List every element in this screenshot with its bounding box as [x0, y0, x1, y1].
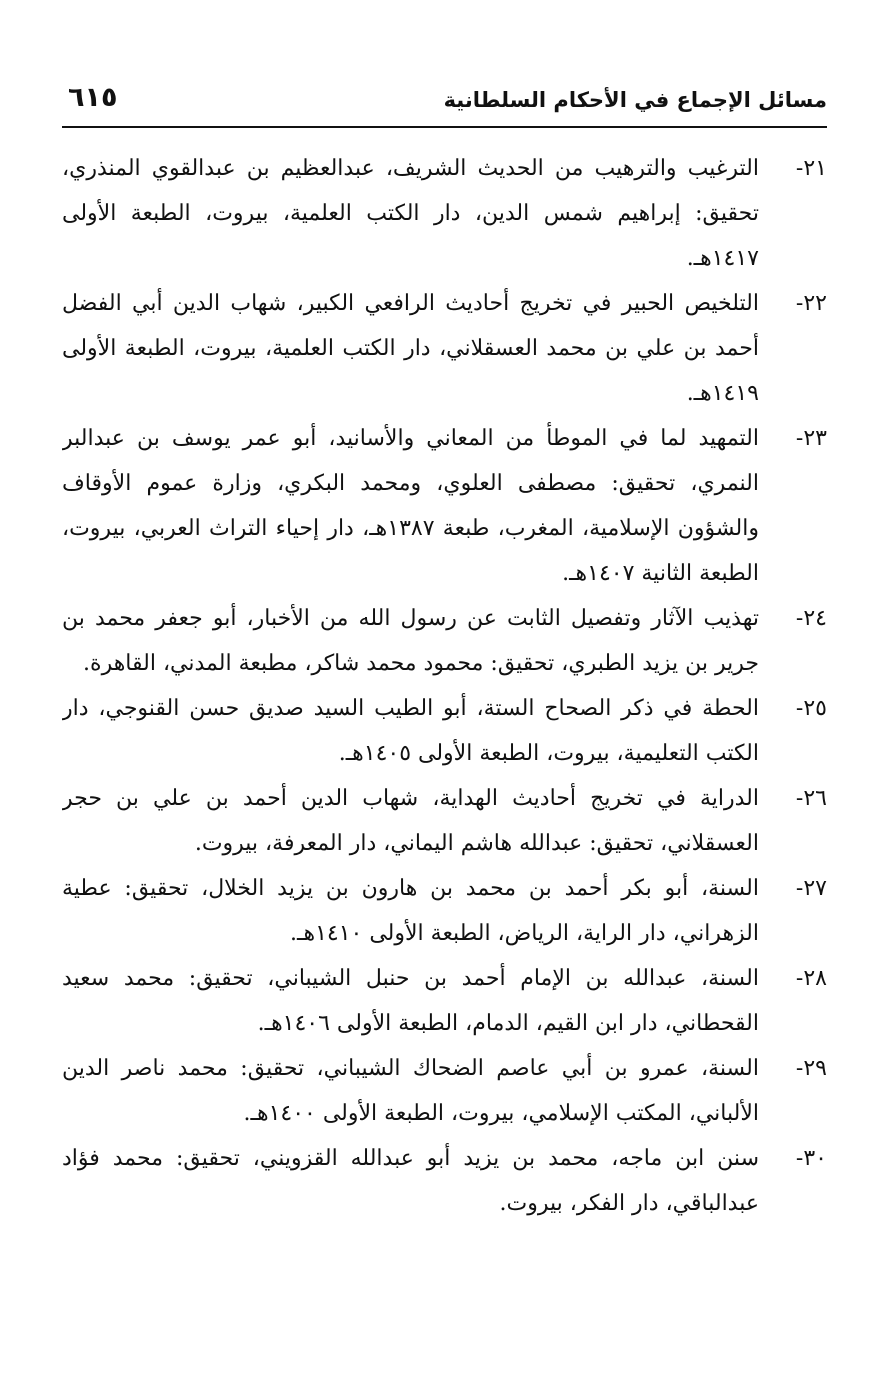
- bibliography-entry-30: [62, 1136, 827, 1226]
- bibliography-entry-21: [62, 146, 827, 281]
- bibliography-entry-24: [62, 596, 827, 686]
- entry-number: ٢٤-: [795, 606, 827, 631]
- page-header: [62, 78, 827, 128]
- bibliography-entry-23: [62, 416, 827, 596]
- page-number: ٦١٥: [68, 82, 118, 113]
- entry-text: سنن ابن ماجه، محمد بن يزيد أبو عبدالله القزويني، تحقيق: محمد فؤاد عبدالباقي، دار الفكر، بيروت.: [62, 1146, 759, 1216]
- entry-text: السنة، عبدالله بن الإمام أحمد بن حنبل الشيباني، تحقيق: محمد سعيد القحطاني، دار ابن القيم، الدمام، الطبعة الأولى ١٤٠٦هـ.: [62, 966, 759, 1036]
- running-title: مسائل الإجماع في الأحكام السلطانية: [443, 88, 827, 112]
- bibliography-entry-22: [62, 281, 827, 416]
- entry-number: ٢٧-: [795, 876, 827, 901]
- entry-number: ٢٣-: [795, 426, 827, 451]
- bibliography-entry-28: [62, 956, 827, 1046]
- bibliography-entry-27: [62, 866, 827, 956]
- entry-text: التمهيد لما في الموطأ من المعاني والأسانيد، أبو عمر يوسف بن عبدالبر النمري، تحقيق: مصطفى العلوي، ومحمد البكري، وزارة عموم الأوقاف والشؤون الإسلامية، المغرب، طبعة ١٣٨٧هـ، دار إحياء التراث العربي، بيروت، الطبعة الثانية ١٤٠٧هـ.: [62, 426, 759, 586]
- entry-number: ٢٥-: [795, 696, 827, 721]
- bibliography-list: [62, 146, 827, 1317]
- entry-number: ٢٨-: [795, 966, 827, 991]
- entry-number: ٣٠-: [795, 1146, 827, 1171]
- bibliography-entry-26: [62, 776, 827, 866]
- bibliography-entry-29: [62, 1046, 827, 1136]
- entry-text: السنة، أبو بكر أحمد بن محمد بن هارون بن يزيد الخلال، تحقيق: عطية الزهراني، دار الراية، الرياض، الطبعة الأولى ١٤١٠هـ.: [62, 876, 759, 946]
- entry-text: الدراية في تخريج أحاديث الهداية، شهاب الدين أحمد بن علي بن حجر العسقلاني، تحقيق: عبدالله هاشم اليماني، دار المعرفة، بيروت.: [62, 786, 759, 856]
- entry-text: الترغيب والترهيب من الحديث الشريف، عبدالعظيم بن عبدالقوي المنذري، تحقيق: إبراهيم شمس الدين، دار الكتب العلمية، بيروت، الطبعة الأولى ١٤١٧هـ.: [62, 156, 759, 271]
- entry-number: ٢٦-: [795, 786, 827, 811]
- entry-number: ٢١-: [795, 156, 827, 181]
- entry-number: ٢٢-: [795, 291, 827, 316]
- entry-text: تهذيب الآثار وتفصيل الثابت عن رسول الله من الأخبار، أبو جعفر محمد بن جرير بن يزيد الطبري، تحقيق: محمود محمد شاكر، مطبعة المدني، القاهرة.: [62, 606, 759, 676]
- entry-text: الحطة في ذكر الصحاح الستة، أبو الطيب السيد صديق حسن القنوجي، دار الكتب التعليمية، بيروت، الطبعة الأولى ١٤٠٥هـ.: [62, 696, 759, 766]
- entry-text: التلخيص الحبير في تخريج أحاديث الرافعي الكبير، شهاب الدين أبي الفضل أحمد بن علي بن محمد العسقلاني، دار الكتب العلمية، بيروت، الطبعة الأولى ١٤١٩هـ.: [62, 291, 759, 406]
- entry-text: السنة، عمرو بن أبي عاصم الضحاك الشيباني، تحقيق: محمد ناصر الدين الألباني، المكتب الإسلامي، بيروت، الطبعة الأولى ١٤٠٠هـ.: [62, 1056, 759, 1126]
- entry-number: ٢٩-: [795, 1056, 827, 1081]
- bibliography-entry-25: [62, 686, 827, 776]
